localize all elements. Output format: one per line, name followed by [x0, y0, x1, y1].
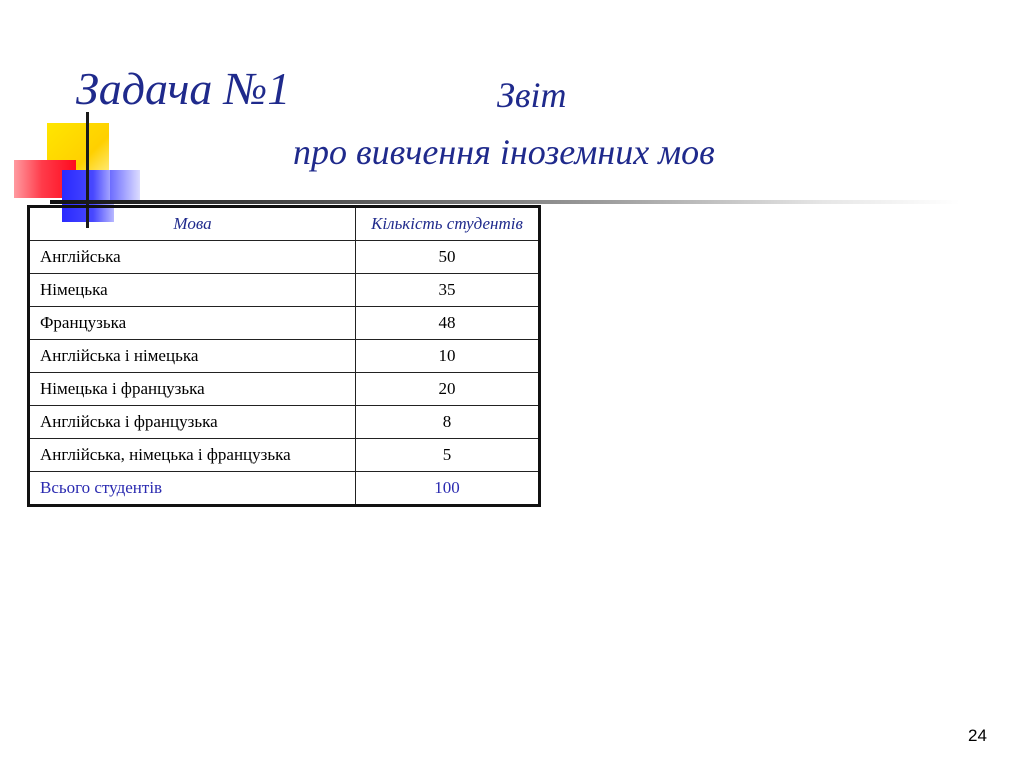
cell-language: Англійська: [29, 241, 356, 274]
total-count: 100: [356, 472, 540, 506]
slide-heading: Звіт: [497, 75, 567, 115]
cell-language: Англійська, німецька і французька: [29, 439, 356, 472]
page-number: 24: [968, 726, 987, 745]
header-count: Кількість студентів: [356, 207, 540, 241]
cell-count: 48: [356, 307, 540, 340]
table-row: [29, 307, 540, 340]
cell-language: Німецька: [29, 274, 356, 307]
cell-language: Французька: [29, 307, 356, 340]
table-header-row: [29, 207, 540, 241]
table-total-row: [29, 472, 540, 506]
table-row: [29, 241, 540, 274]
table-row: [29, 406, 540, 439]
cell-count: 20: [356, 373, 540, 406]
cell-count: 5: [356, 439, 540, 472]
cell-language: Англійська і французька: [29, 406, 356, 439]
total-label: Всього студентів: [29, 472, 356, 506]
slide-subtitle: про вивчення іноземних мов: [293, 132, 715, 172]
table-row: [29, 373, 540, 406]
slide-title: Задача №1: [76, 63, 291, 114]
cell-language: Німецька і французька: [29, 373, 356, 406]
cell-count: 50: [356, 241, 540, 274]
table-row: [29, 340, 540, 373]
cell-count: 8: [356, 406, 540, 439]
table-row: [29, 439, 540, 472]
title-underline: [50, 200, 960, 204]
report-table: [27, 205, 541, 507]
table-row: [29, 274, 540, 307]
cell-language: Англійська і німецька: [29, 340, 356, 373]
cell-count: 10: [356, 340, 540, 373]
decor-blue-fade: [110, 170, 140, 200]
header-language: Мова: [29, 207, 356, 241]
cell-count: 35: [356, 274, 540, 307]
